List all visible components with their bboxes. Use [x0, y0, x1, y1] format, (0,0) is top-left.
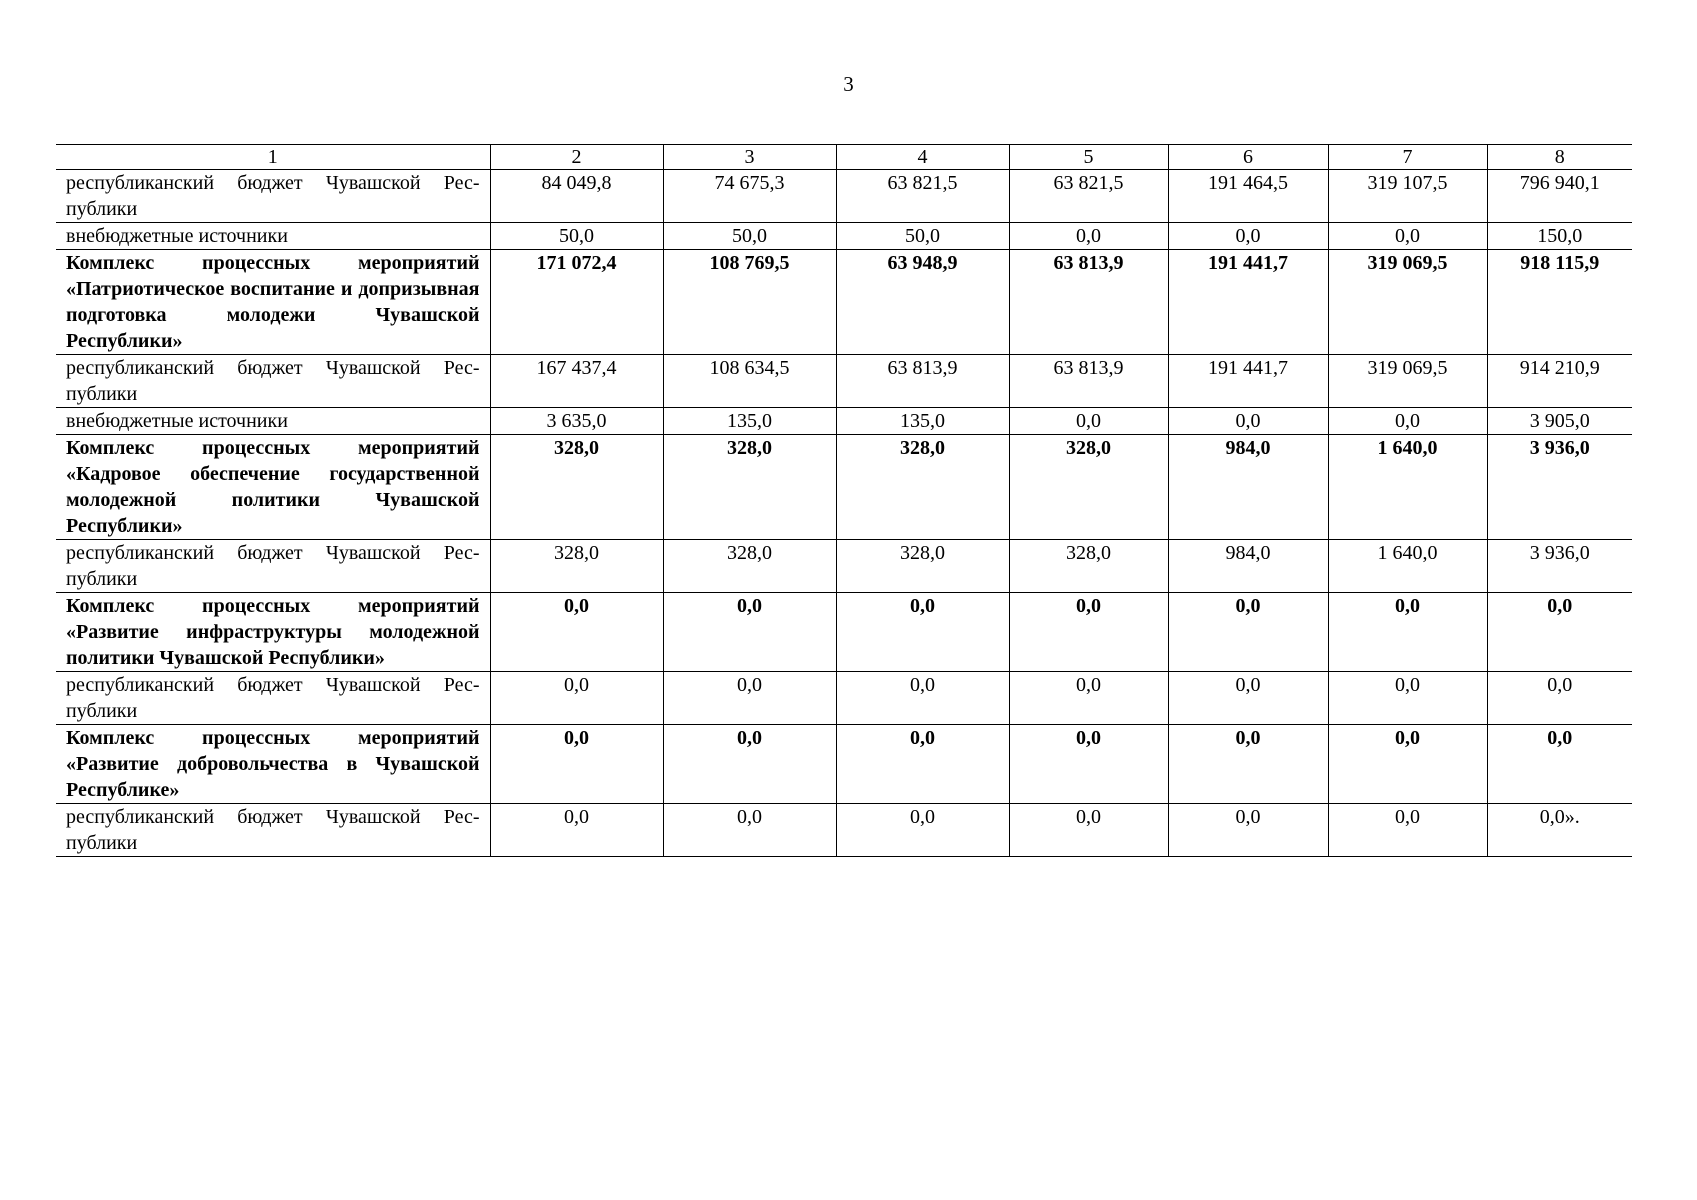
row-value-col-2: 167 437,4	[490, 355, 663, 408]
row-value-col-3: 50,0	[663, 223, 836, 250]
column-header-5: 5	[1009, 145, 1168, 170]
row-value-col-7: 1 640,0	[1328, 540, 1487, 593]
row-label: Комплекс процессных мероприятий «Патриотическое воспитание и допризывная подготовка молодежи Чувашской Республики»	[56, 250, 490, 355]
row-label: республиканский бюджет Чувашской Республики	[56, 355, 490, 408]
row-value-col-6: 0,0	[1168, 672, 1328, 725]
row-value-col-5: 0,0	[1009, 593, 1168, 672]
table-header-row	[56, 145, 1632, 170]
row-value-col-6: 191 464,5	[1168, 170, 1328, 223]
row-value-col-6: 0,0	[1168, 593, 1328, 672]
row-label: Комплекс процессных мероприятий «Развитие добровольчества в Чувашской Республике»	[56, 725, 490, 804]
table-body	[56, 170, 1632, 857]
row-label: Комплекс процессных мероприятий «Кадровое обеспечение государственной молодежной политики Чувашской Республики»	[56, 435, 490, 540]
table-row	[56, 250, 1632, 355]
row-value-col-4: 0,0	[836, 593, 1009, 672]
row-value-col-3: 328,0	[663, 540, 836, 593]
row-value-col-3: 0,0	[663, 672, 836, 725]
row-value-col-7: 0,0	[1328, 223, 1487, 250]
row-value-col-5: 0,0	[1009, 804, 1168, 857]
row-value-col-4: 50,0	[836, 223, 1009, 250]
row-label: внебюджетные источники	[56, 408, 490, 435]
row-value-col-7: 0,0	[1328, 725, 1487, 804]
table-row	[56, 725, 1632, 804]
row-value-col-2: 328,0	[490, 435, 663, 540]
row-value-col-3: 0,0	[663, 725, 836, 804]
table-row	[56, 540, 1632, 593]
row-value-col-7: 319 107,5	[1328, 170, 1487, 223]
row-value-col-6: 0,0	[1168, 804, 1328, 857]
row-value-col-7: 0,0	[1328, 804, 1487, 857]
row-value-col-5: 0,0	[1009, 672, 1168, 725]
budget-table	[56, 144, 1632, 857]
row-value-col-6: 191 441,7	[1168, 250, 1328, 355]
row-value-col-8: 3 936,0	[1487, 540, 1632, 593]
row-value-col-2: 0,0	[490, 804, 663, 857]
row-value-col-8: 796 940,1	[1487, 170, 1632, 223]
row-value-col-2: 84 049,8	[490, 170, 663, 223]
column-header-3: 3	[663, 145, 836, 170]
row-label: Комплекс процессных мероприятий «Развитие инфраструктуры молодежной политики Чувашской Республики»	[56, 593, 490, 672]
row-value-col-4: 63 948,9	[836, 250, 1009, 355]
row-value-col-2: 50,0	[490, 223, 663, 250]
row-value-col-6: 0,0	[1168, 223, 1328, 250]
row-value-col-6: 0,0	[1168, 725, 1328, 804]
row-value-col-6: 984,0	[1168, 540, 1328, 593]
table-row	[56, 408, 1632, 435]
row-label: республиканский бюджет Чувашской Республики	[56, 540, 490, 593]
row-value-col-2: 0,0	[490, 725, 663, 804]
row-value-col-7: 0,0	[1328, 593, 1487, 672]
row-label: республиканский бюджет Чувашской Республики	[56, 672, 490, 725]
row-value-col-8: 918 115,9	[1487, 250, 1632, 355]
column-header-1: 1	[56, 145, 490, 170]
row-label: республиканский бюджет Чувашской Республики	[56, 804, 490, 857]
table-row	[56, 804, 1632, 857]
row-value-col-2: 0,0	[490, 672, 663, 725]
row-value-col-4: 63 813,9	[836, 355, 1009, 408]
row-value-col-3: 74 675,3	[663, 170, 836, 223]
row-value-col-2: 0,0	[490, 593, 663, 672]
row-value-col-7: 0,0	[1328, 672, 1487, 725]
row-value-col-2: 171 072,4	[490, 250, 663, 355]
row-value-col-4: 328,0	[836, 540, 1009, 593]
table-row	[56, 223, 1632, 250]
row-value-col-5: 63 813,9	[1009, 355, 1168, 408]
row-value-col-7: 319 069,5	[1328, 250, 1487, 355]
row-value-col-8: 0,0	[1487, 672, 1632, 725]
row-label: республиканский бюджет Чувашской Республики	[56, 170, 490, 223]
row-value-col-4: 0,0	[836, 725, 1009, 804]
row-value-col-2: 328,0	[490, 540, 663, 593]
row-value-col-5: 328,0	[1009, 435, 1168, 540]
row-value-col-6: 984,0	[1168, 435, 1328, 540]
row-value-col-8: 0,0	[1487, 593, 1632, 672]
row-value-col-5: 0,0	[1009, 223, 1168, 250]
column-header-8: 8	[1487, 145, 1632, 170]
row-value-col-6: 0,0	[1168, 408, 1328, 435]
row-value-col-3: 108 634,5	[663, 355, 836, 408]
row-value-col-8: 3 905,0	[1487, 408, 1632, 435]
row-value-col-3: 0,0	[663, 804, 836, 857]
row-value-col-7: 319 069,5	[1328, 355, 1487, 408]
row-value-col-5: 328,0	[1009, 540, 1168, 593]
row-value-col-7: 0,0	[1328, 408, 1487, 435]
row-value-col-4: 135,0	[836, 408, 1009, 435]
row-value-col-8: 914 210,9	[1487, 355, 1632, 408]
table-row	[56, 593, 1632, 672]
row-value-col-4: 328,0	[836, 435, 1009, 540]
row-value-col-5: 63 813,9	[1009, 250, 1168, 355]
table-row	[56, 435, 1632, 540]
table-row	[56, 355, 1632, 408]
row-value-col-5: 0,0	[1009, 408, 1168, 435]
page-number: 3	[843, 72, 854, 96]
table-row	[56, 170, 1632, 223]
row-value-col-8: 0,0	[1487, 725, 1632, 804]
row-value-col-8: 0,0».	[1487, 804, 1632, 857]
row-value-col-4: 0,0	[836, 672, 1009, 725]
row-value-col-5: 0,0	[1009, 725, 1168, 804]
table-row	[56, 672, 1632, 725]
row-value-col-3: 135,0	[663, 408, 836, 435]
row-label: внебюджетные источники	[56, 223, 490, 250]
row-value-col-6: 191 441,7	[1168, 355, 1328, 408]
row-value-col-2: 3 635,0	[490, 408, 663, 435]
row-value-col-4: 0,0	[836, 804, 1009, 857]
column-header-6: 6	[1168, 145, 1328, 170]
column-header-2: 2	[490, 145, 663, 170]
column-header-4: 4	[836, 145, 1009, 170]
row-value-col-3: 108 769,5	[663, 250, 836, 355]
row-value-col-5: 63 821,5	[1009, 170, 1168, 223]
row-value-col-7: 1 640,0	[1328, 435, 1487, 540]
row-value-col-3: 0,0	[663, 593, 836, 672]
row-value-col-4: 63 821,5	[836, 170, 1009, 223]
row-value-col-3: 328,0	[663, 435, 836, 540]
column-header-7: 7	[1328, 145, 1487, 170]
row-value-col-8: 150,0	[1487, 223, 1632, 250]
row-value-col-8: 3 936,0	[1487, 435, 1632, 540]
